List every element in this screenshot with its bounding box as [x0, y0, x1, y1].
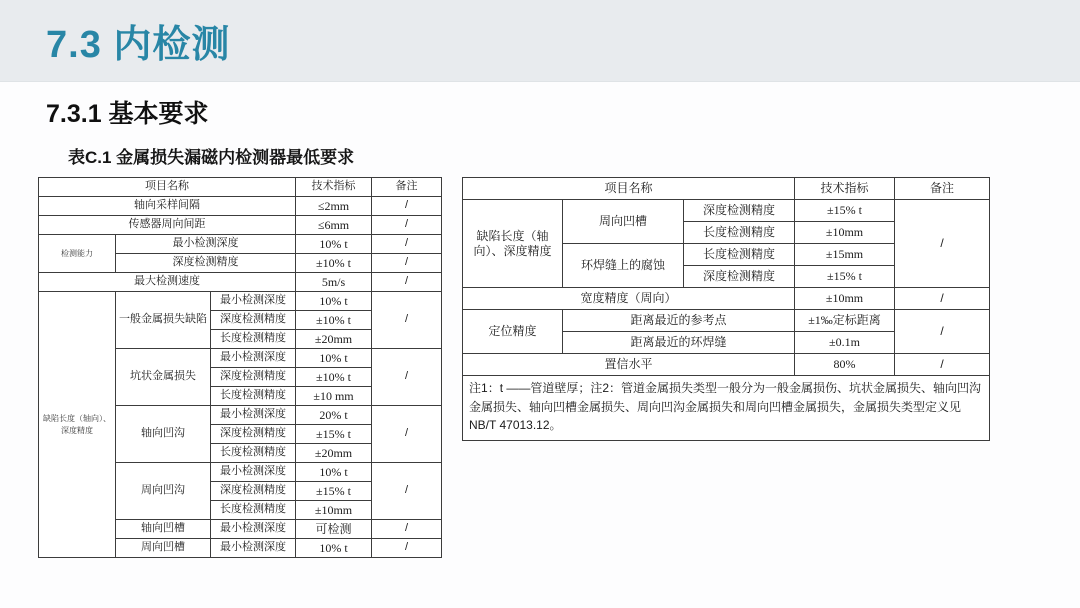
row-label-cell: 长度检测精度: [684, 222, 795, 244]
note-cell: /: [895, 354, 990, 376]
row-label-cell: 最小检测深度: [211, 520, 296, 539]
spec-cell: ≤6mm: [296, 216, 372, 235]
row-label-cell: 深度检测精度: [211, 482, 296, 501]
spec-cell: ±10% t: [296, 368, 372, 387]
spec-cell: ±15% t: [296, 425, 372, 444]
row-label-cell: 最大检测速度: [39, 273, 296, 292]
subgroup-label-cell: 坑状金属损失: [116, 349, 211, 406]
subgroup-label-cell: 环焊缝上的腐蚀: [563, 244, 684, 288]
row-label-cell: 距离最近的环焊缝: [563, 332, 795, 354]
subgroup-label-cell: 轴向凹槽: [116, 520, 211, 539]
spec-cell: ±15% t: [296, 482, 372, 501]
table-row: [39, 216, 442, 235]
spec-cell: ±10mm: [795, 222, 895, 244]
row-label-cell: 最小检测深度: [211, 463, 296, 482]
spec-cell: ±10mm: [795, 288, 895, 310]
subgroup-label-cell: 周向凹沟: [116, 463, 211, 520]
row-label-cell: 置信水平: [463, 354, 795, 376]
slide-body: [0, 82, 1080, 558]
section-subtitle: 7.3.1 基本要求: [46, 100, 209, 128]
subgroup-label-cell: 轴向凹沟: [116, 406, 211, 463]
header-band: [0, 0, 1080, 82]
table-row: [39, 292, 442, 311]
header-tech-spec: 技术指标: [795, 178, 895, 200]
row-label-cell: 深度检测精度: [211, 425, 296, 444]
subgroup-label-cell: 一般金属损失缺陷: [116, 292, 211, 349]
table-row: [463, 288, 990, 310]
table-row: [463, 178, 990, 200]
header-item-name: 项目名称: [39, 178, 296, 197]
table-row: [463, 354, 990, 376]
row-label-cell: 深度检测精度: [684, 266, 795, 288]
spec-cell: ±15% t: [795, 200, 895, 222]
note-cell: /: [372, 254, 442, 273]
table-row: [39, 197, 442, 216]
spec-cell: 10% t: [296, 349, 372, 368]
header-item-name: 项目名称: [463, 178, 795, 200]
table-row: [39, 235, 442, 254]
row-label-cell: 长度检测精度: [211, 387, 296, 406]
note-cell: /: [372, 216, 442, 235]
group-label-cell: 定位精度: [463, 310, 563, 354]
group-label-cell: 检测能力: [39, 235, 116, 273]
note-cell: /: [372, 273, 442, 292]
note-cell: /: [895, 200, 990, 288]
spec-cell: ±0.1m: [795, 332, 895, 354]
spec-cell: ±10 mm: [296, 387, 372, 406]
table-row: [39, 178, 442, 197]
row-label-cell: 传感器周向间距: [39, 216, 296, 235]
spec-cell: ±15mm: [795, 244, 895, 266]
tables-row: [38, 177, 1080, 558]
note-cell: /: [372, 197, 442, 216]
row-label-cell: 宽度精度（周向）: [463, 288, 795, 310]
subgroup-label-cell: 周向凹槽: [116, 539, 211, 558]
page-title: 7.3 内检测: [46, 24, 231, 66]
note-cell: /: [372, 520, 442, 539]
row-label-cell: 长度检测精度: [684, 244, 795, 266]
group-label-cell: 缺陷长度（轴向）、深度精度: [39, 292, 116, 558]
row-label-cell: 深度检测精度: [116, 254, 296, 273]
table-row: [463, 200, 990, 222]
spec-cell: ±10mm: [296, 501, 372, 520]
note-cell: /: [372, 463, 442, 520]
spec-cell: ±20mm: [296, 444, 372, 463]
spec-cell: ±1‰定标距离: [795, 310, 895, 332]
table-footnote: 注1：t ——管道壁厚；注2：管道金属损失类型一般分为一般金属损伤、坑状金属损失、轴向凹沟金属损失、轴向凹槽金属损失、周向凹沟金属损失和周向凹槽金属损失，金属损失类型定义见NB/T 47013.12。: [463, 376, 990, 441]
spec-cell: 20% t: [296, 406, 372, 425]
spec-cell: 10% t: [296, 292, 372, 311]
note-cell: /: [895, 310, 990, 354]
row-label-cell: 最小检测深度: [211, 406, 296, 425]
header-tech-spec: 技术指标: [296, 178, 372, 197]
right-table: [462, 177, 990, 441]
note-cell: /: [372, 292, 442, 349]
spec-cell: ≤2mm: [296, 197, 372, 216]
header-note: 备注: [372, 178, 442, 197]
table-row: [463, 310, 990, 332]
row-label-cell: 轴向采样间隔: [39, 197, 296, 216]
spec-cell: ±10% t: [296, 254, 372, 273]
table-row: [463, 376, 990, 441]
row-label-cell: 距离最近的参考点: [563, 310, 795, 332]
row-label-cell: 最小检测深度: [211, 539, 296, 558]
row-label-cell: 深度检测精度: [211, 368, 296, 387]
row-label-cell: 最小检测深度: [211, 292, 296, 311]
group-label-cell: 缺陷长度（轴向）、深度精度: [463, 200, 563, 288]
note-cell: /: [372, 406, 442, 463]
spec-cell: ±10% t: [296, 311, 372, 330]
spec-cell: 5m/s: [296, 273, 372, 292]
row-label-cell: 深度检测精度: [211, 311, 296, 330]
row-label-cell: 长度检测精度: [211, 501, 296, 520]
spec-cell: 10% t: [296, 539, 372, 558]
spec-cell: 可检测: [296, 520, 372, 539]
spec-cell: ±20mm: [296, 330, 372, 349]
left-table: [38, 177, 442, 558]
spec-cell: 10% t: [296, 463, 372, 482]
spec-cell: 10% t: [296, 235, 372, 254]
note-cell: /: [895, 288, 990, 310]
row-label-cell: 最小检测深度: [211, 349, 296, 368]
note-cell: /: [372, 235, 442, 254]
note-cell: /: [372, 349, 442, 406]
row-label-cell: 长度检测精度: [211, 444, 296, 463]
row-label-cell: 最小检测深度: [116, 235, 296, 254]
row-label-cell: 深度检测精度: [684, 200, 795, 222]
note-cell: /: [372, 539, 442, 558]
subgroup-label-cell: 周向凹槽: [563, 200, 684, 244]
spec-cell: ±15% t: [795, 266, 895, 288]
spec-cell: 80%: [795, 354, 895, 376]
table-caption: 表C.1 金属损失漏磁内检测器最低要求: [68, 148, 355, 167]
header-note: 备注: [895, 178, 990, 200]
row-label-cell: 长度检测精度: [211, 330, 296, 349]
table-row: [39, 273, 442, 292]
